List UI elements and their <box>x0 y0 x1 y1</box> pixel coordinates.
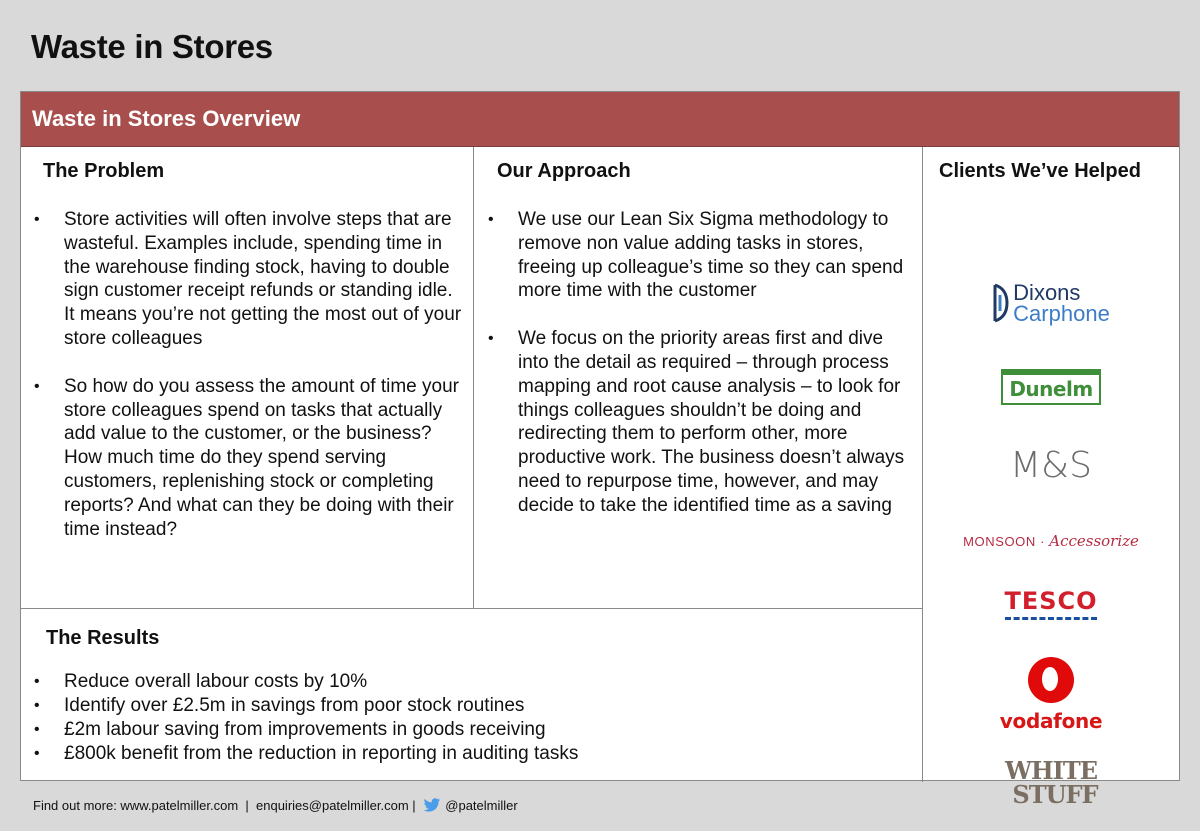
list-item: • £2m labour saving from improvements in goods receiving <box>34 718 914 742</box>
approach-heading: Our Approach <box>497 160 631 182</box>
dixons-carphone-logo <box>923 278 1179 328</box>
list-item: • So how do you assess the amount of time your store colleagues spend on tasks that actually add value to the customer, or the business? How much time do they spend serving customers, replenishing stock or completing reports? And what can they be doing with their time instead? <box>34 375 464 542</box>
divider-results <box>21 608 923 609</box>
clients-heading: Clients We’ve Helped <box>939 160 1141 182</box>
twitter-icon[interactable] <box>423 798 441 813</box>
divider-problem-approach <box>473 147 474 609</box>
list-item: • £800k benefit from the reduction in reporting in auditing tasks <box>34 742 914 766</box>
problem-heading: The Problem <box>43 160 165 182</box>
carphone-text: Carphone <box>1013 301 1110 326</box>
white-stuff-logo <box>923 755 1179 811</box>
vodafone-speechmark-icon <box>1028 657 1074 703</box>
clients-panel <box>923 147 1180 809</box>
footer <box>33 798 518 813</box>
twitter-handle[interactable]: @patelmiller <box>445 798 518 813</box>
footer-links[interactable]: Find out more: www.patelmiller.com | enquiries@patelmiller.com | <box>33 798 420 813</box>
monsoon-accessorize-logo <box>923 529 1179 553</box>
vodafone-logo <box>923 655 1179 735</box>
accessorize-text: Accessorize <box>1049 532 1139 550</box>
list-item: • Reduce overall labour costs by 10% <box>34 670 914 694</box>
dixons-text: Dixons <box>1013 280 1081 305</box>
tesco-text: TESCO <box>1004 587 1098 615</box>
list-item: • Identify over £2.5m in savings from poor stock routines <box>34 694 914 718</box>
tesco-stripe <box>1005 617 1097 621</box>
list-item: • We use our Lean Six Sigma methodology to remove non value adding tasks in stores, freeing up colleague’s time so they can spend more time with the customer <box>488 208 913 303</box>
list-item: • We focus on the priority areas first and dive into the detail as required – through process mapping and root cause analysis – to look for things colleagues shouldn’t be doing and redirecting them to perform other, more productive work. The business doesn’t always need to repurpose time, however, and may decide to take the identified time as a saving <box>488 327 913 517</box>
approach-panel <box>488 160 913 542</box>
overview-title: Waste in Stores Overview <box>32 106 301 131</box>
monsoon-separator: · <box>1035 533 1050 549</box>
tesco-logo <box>923 584 1179 624</box>
problem-panel <box>34 160 464 565</box>
dunelm-logo <box>923 369 1179 405</box>
vodafone-text: vodafone <box>999 709 1103 733</box>
problem-list <box>34 208 464 541</box>
results-heading: The Results <box>46 627 160 649</box>
results-panel <box>34 627 914 766</box>
approach-list <box>488 208 913 518</box>
monsoon-text: MONSOON <box>963 533 1036 549</box>
overview-banner <box>21 92 1179 147</box>
dunelm-text: Dunelm <box>1001 369 1100 405</box>
dixons-mark-icon <box>992 283 1010 323</box>
stuff-text: STUFF <box>1012 780 1098 809</box>
list-item: • Store activities will often involve steps that are wasteful. Examples include, spending time in the warehouse finding stock, having to double sign customer receipt refunds or standing idle. It means you’re not getting the most out of your store colleagues <box>34 208 464 351</box>
results-list <box>34 670 914 766</box>
ms-logo: M&S <box>1010 444 1092 486</box>
white-text: WHITE <box>1004 756 1097 785</box>
page-title: Waste in Stores <box>31 28 273 65</box>
